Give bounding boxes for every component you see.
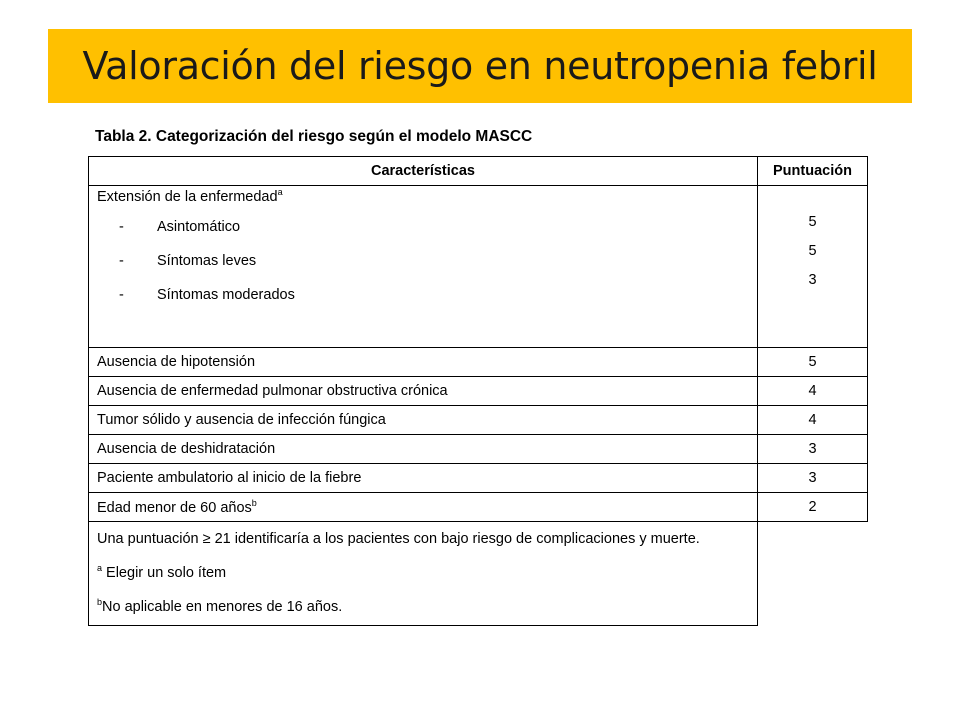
row-label: Ausencia de deshidratación xyxy=(89,435,758,464)
title-banner xyxy=(48,29,912,103)
mascc-table xyxy=(88,156,868,626)
table-row xyxy=(89,464,868,493)
score-value: 5 xyxy=(808,243,817,259)
footer-row xyxy=(89,522,868,626)
row-label: Ausencia de enfermedad pulmonar obstructiva crónica xyxy=(89,377,758,406)
table-header-row xyxy=(89,157,868,186)
row-score: 3 xyxy=(758,464,868,493)
extension-label: Extensión de la enfermedad xyxy=(97,188,278,205)
score-threshold-note: Una puntuación ≥ 21 identificaría a los pacientes con bajo riesgo de complicaciones y muerte. xyxy=(97,531,700,547)
row-score: 4 xyxy=(758,406,868,435)
footer-cell xyxy=(89,522,758,626)
table-row xyxy=(89,348,868,377)
footnote-b: $^b$No aplicable en menores de 16 años. xyxy=(97,596,343,615)
row-label: Edad menor de 60 años xyxy=(97,499,252,516)
table-caption: Tabla 2. Categorización del riesgo según el modelo MASCC xyxy=(95,128,533,145)
table-row xyxy=(89,377,868,406)
row-label: Ausencia de hipotensión xyxy=(89,348,758,377)
slide-title: Valoración del riesgo en neutropenia febril xyxy=(82,44,878,88)
extension-scores-cell xyxy=(758,186,868,348)
row-label: Paciente ambulatorio al inicio de la fiebre xyxy=(89,464,758,493)
list-item: - Síntomas leves xyxy=(119,252,257,269)
row-score: 5 xyxy=(758,348,868,377)
footnote-a: $^a$ Elegir un solo ítem xyxy=(97,563,227,581)
row-sup: b xyxy=(251,498,257,509)
header-characteristics: Características xyxy=(89,157,758,186)
row-score: 4 xyxy=(758,377,868,406)
score-value: 5 xyxy=(808,214,817,230)
table-row xyxy=(89,493,868,522)
row-label: Tumor sólido y ausencia de infección fúngica xyxy=(89,406,758,435)
table-row xyxy=(89,406,868,435)
list-item: - Asintomático xyxy=(119,218,241,235)
extension-list xyxy=(97,219,749,321)
row-score: 3 xyxy=(758,435,868,464)
header-score: Puntuación xyxy=(758,157,868,186)
extension-sup: a xyxy=(277,187,283,197)
row-label-cell xyxy=(89,493,758,522)
score-value: 3 xyxy=(808,272,817,288)
row-score: 2 xyxy=(758,493,868,522)
extension-row xyxy=(89,186,868,348)
table-row xyxy=(89,435,868,464)
extension-cell xyxy=(89,186,758,348)
list-item: - Síntomas moderados xyxy=(119,286,295,303)
footer-empty-cell xyxy=(758,522,868,626)
